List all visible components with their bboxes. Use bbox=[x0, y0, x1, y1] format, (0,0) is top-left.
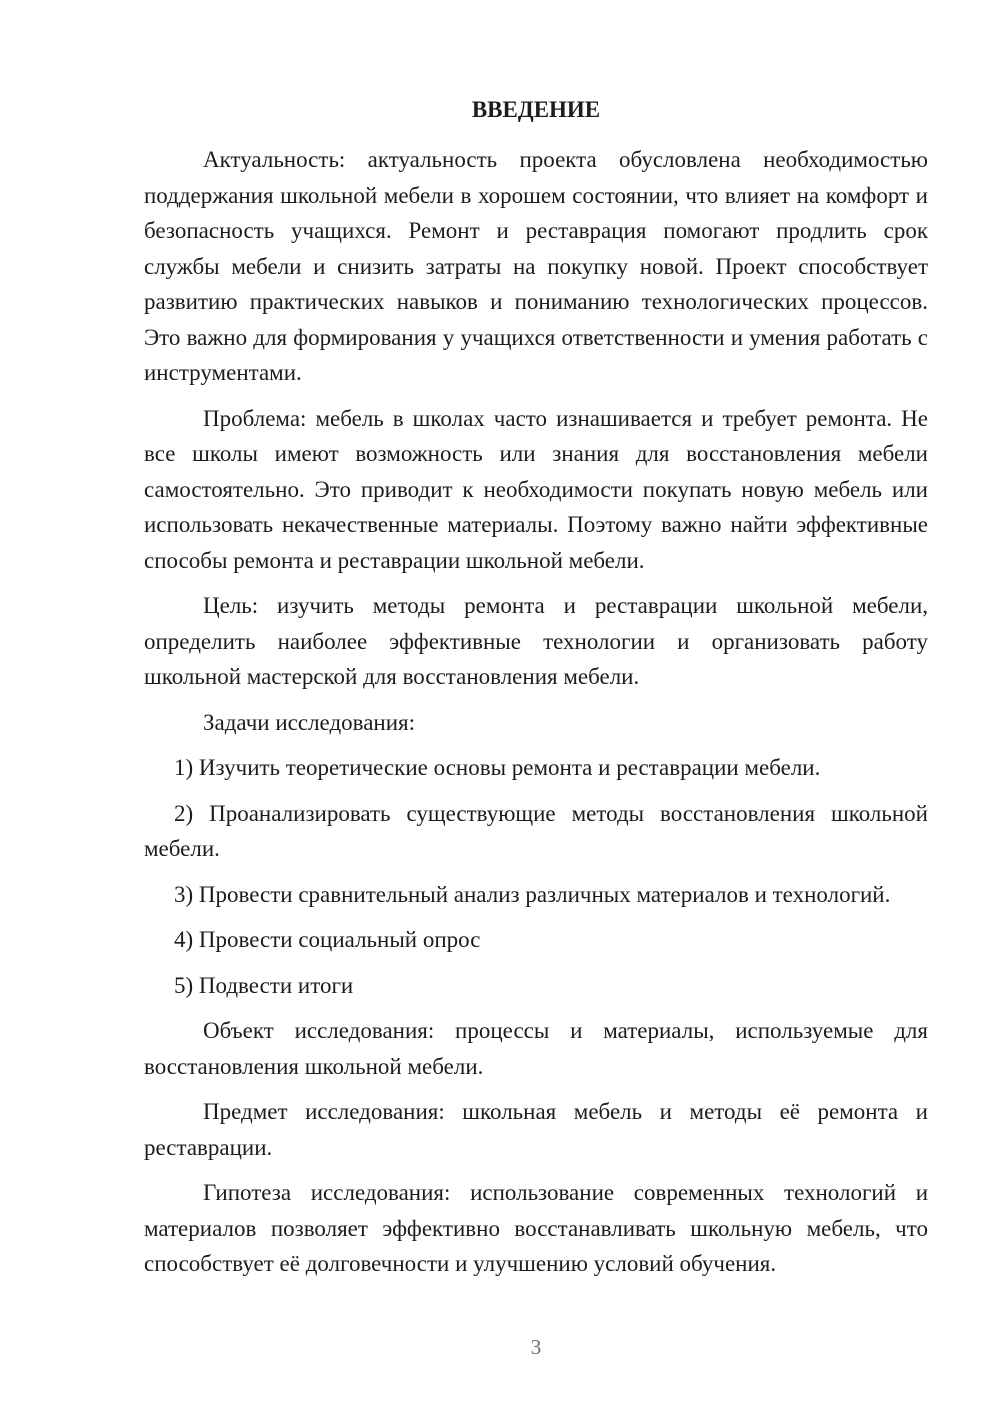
subject-paragraph: Предмет исследования: школьная мебель и методы её ремонта и реставрации. bbox=[144, 1099, 928, 1160]
relevance-paragraph: Актуальность: актуальность проекта обусловлена необходимостью поддержания школьной мебели в хорошем состоянии, что влияет на комфорт и безопасность учащихся. Ремонт и реставрация помогают продлить срок службы мебели и снизить затраты на покупку новой. Проект способствует развитию практических навыков и пониманию технологических процессов. Это важно для формирования у учащихся ответственности и умения работать с инструментами. bbox=[144, 147, 928, 385]
task-item: 2) Проанализировать существующие методы восстановления школьной мебели. bbox=[144, 800, 928, 861]
page-title: ВВЕДЕНИЕ bbox=[471, 97, 601, 122]
task-item: 5) Подвести итоги bbox=[174, 972, 354, 998]
task-item: 3) Провести сравнительный анализ различных материалов и технологий. bbox=[174, 881, 891, 907]
page-number: 3 bbox=[530, 1335, 542, 1359]
goal-paragraph: Цель: изучить методы ремонта и реставрации школьной мебели, определить наиболее эффективные технологии и организовать работу школьной мастерской для восстановления мебели. bbox=[144, 593, 928, 689]
problem-paragraph: Проблема: мебель в школах часто изнашивается и требует ремонта. Не все школы имеют возможность или знания для восстановления мебели самостоятельно. Это приводит к необходимости покупать новую мебель или использовать некачественные материалы. Поэтому важно найти эффективные способы ремонта и реставрации школьной мебели. bbox=[144, 405, 928, 573]
object-paragraph: Объект исследования: процессы и материалы, используемые для восстановления школьной мебели. bbox=[144, 1018, 928, 1079]
task-item: 1) Изучить теоретические основы ремонта и реставрации мебели. bbox=[174, 755, 821, 780]
tasks-heading: Задачи исследования: bbox=[203, 709, 416, 735]
hypothesis-paragraph: Гипотеза исследования: использование современных технологий и материалов позволяет эффективно восстанавливать школьную мебель, что способствует её долговечности и улучшению условий обучения. bbox=[144, 1180, 928, 1276]
task-item: 4) Провести социальный опрос bbox=[174, 927, 481, 952]
document-body bbox=[144, 142, 928, 1292]
